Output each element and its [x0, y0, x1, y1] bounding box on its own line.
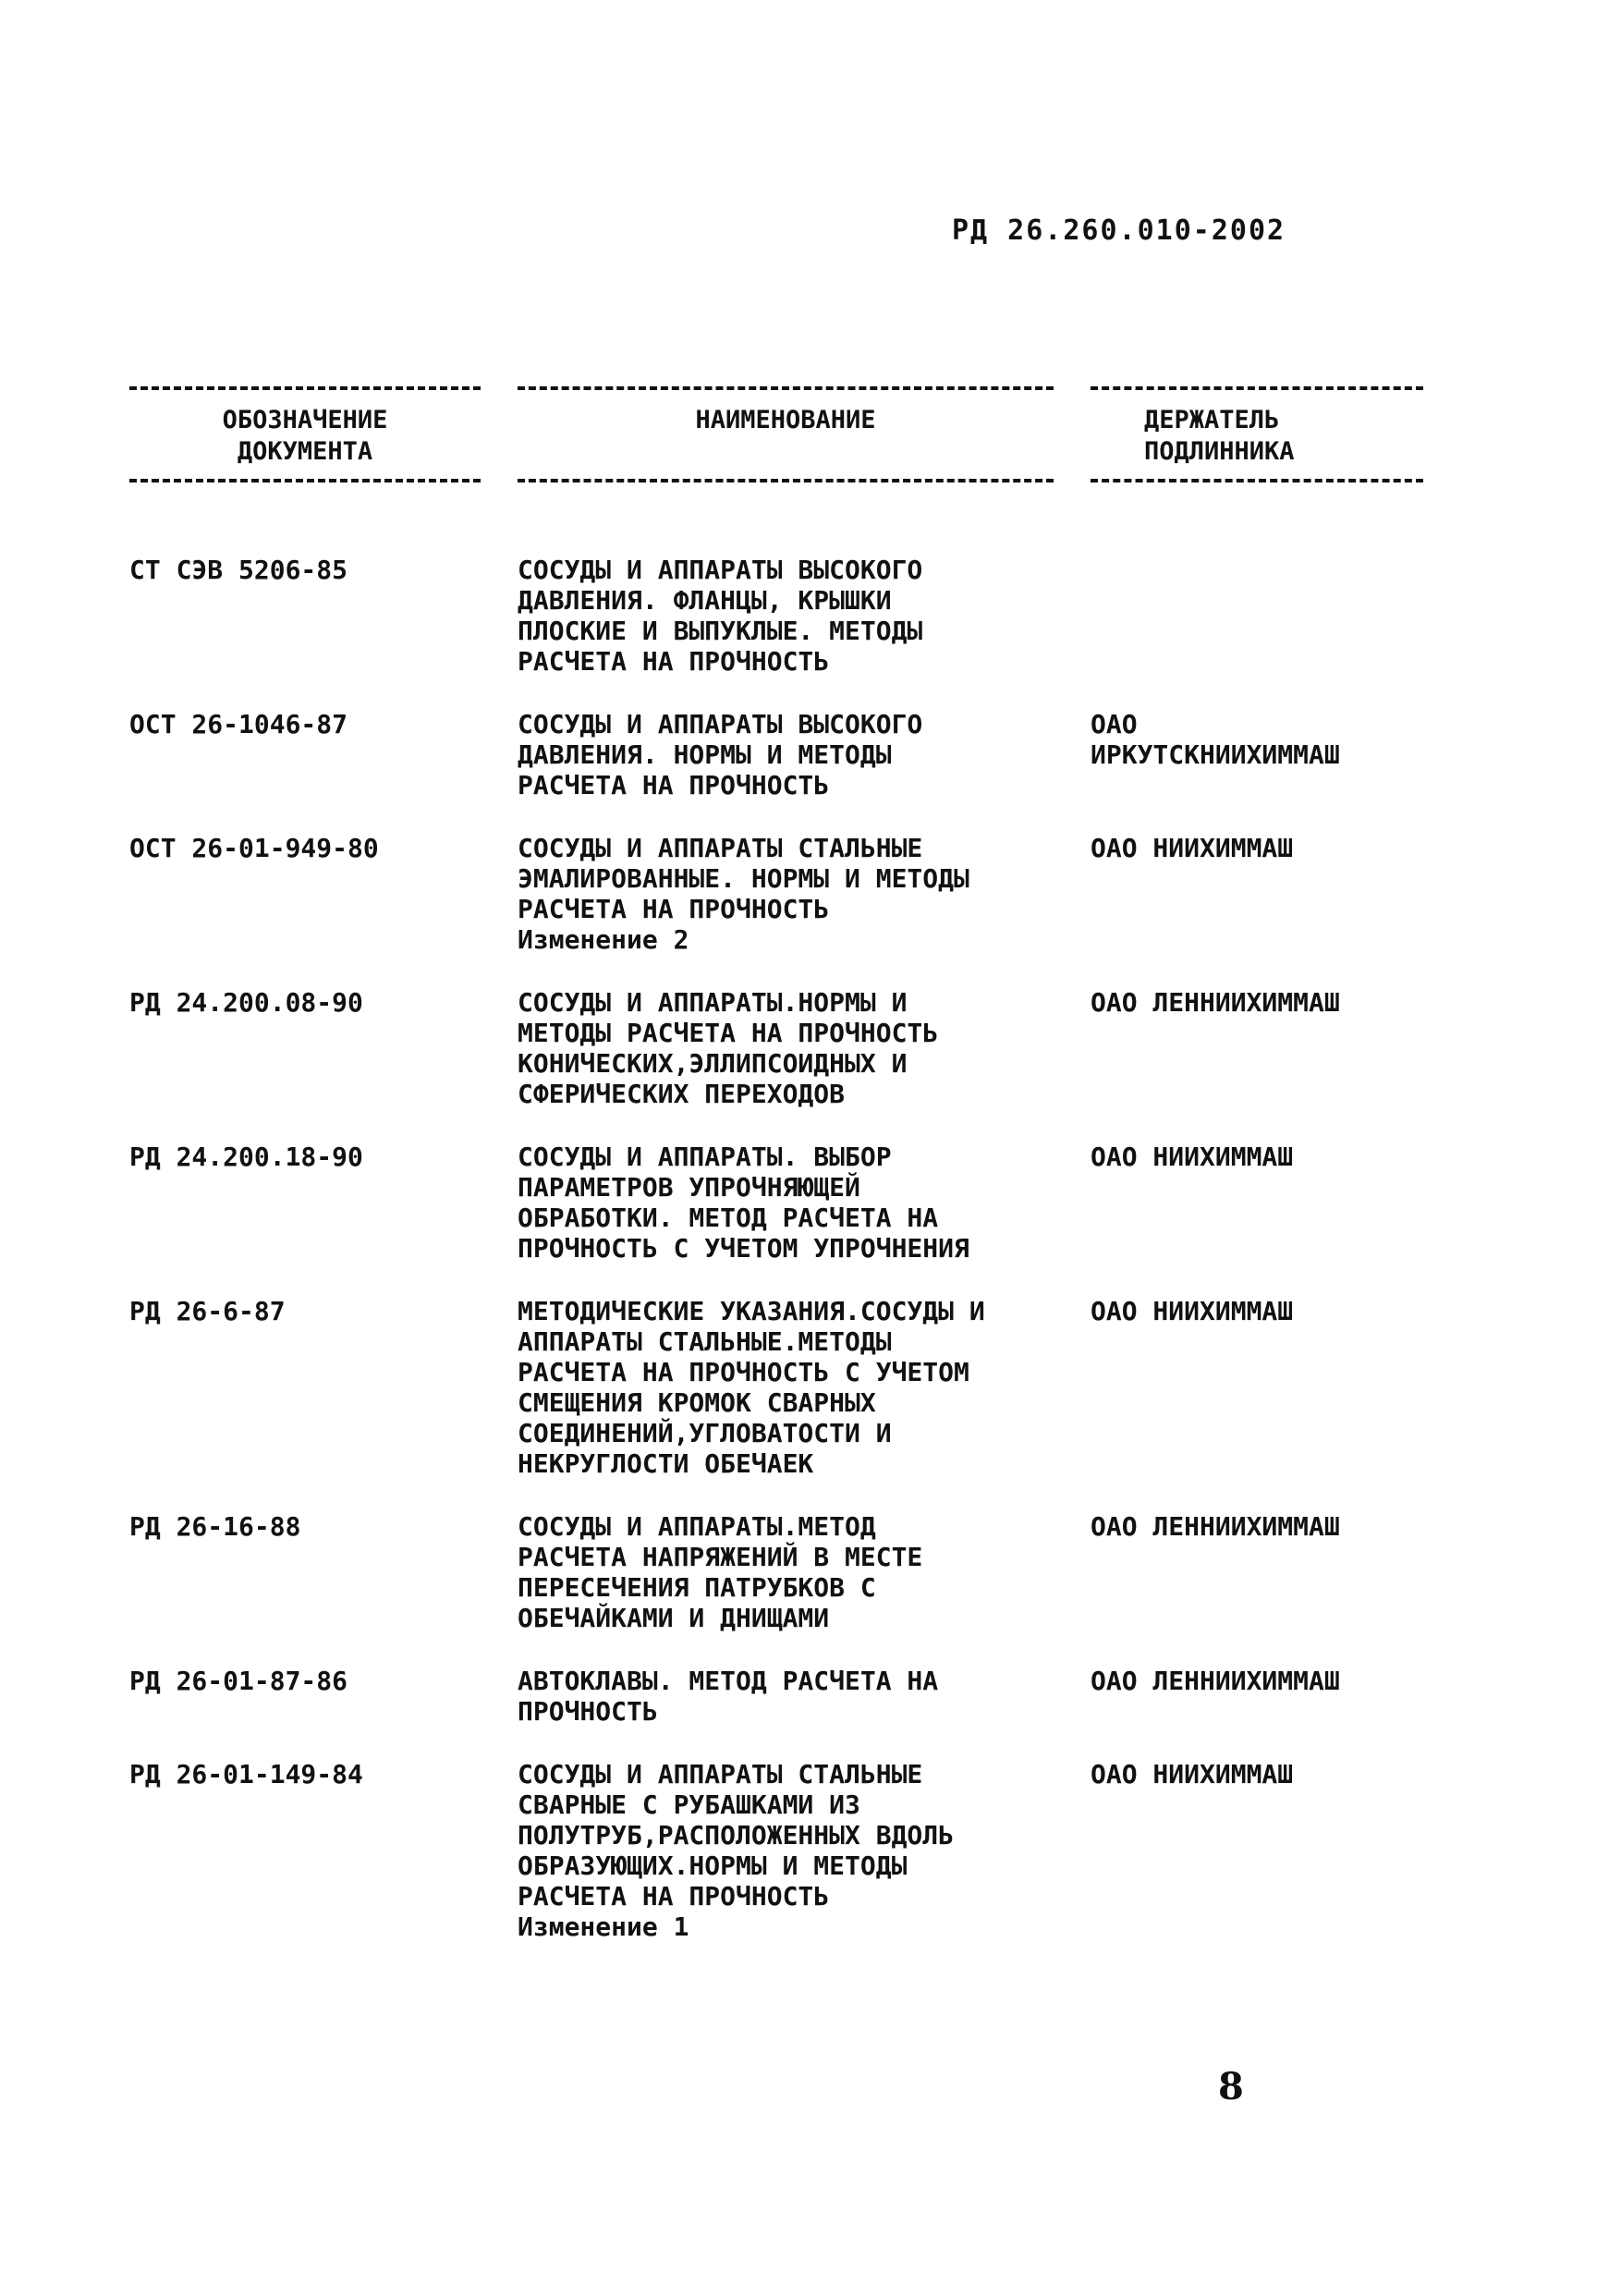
document-title-line: РАСЧЕТА НА ПРОЧНОСТЬ	[518, 1881, 830, 1911]
original-holder	[1091, 1666, 1442, 1696]
original-holder	[1091, 709, 1442, 770]
document-title-line: СОСУДЫ И АППАРАТЫ.НОРМЫ И	[518, 987, 908, 1018]
header-rule-top-holder	[1091, 386, 1423, 390]
document-designation: РД 24.200.18-90	[129, 1142, 363, 1172]
document-title-line: СОСУДЫ И АППАРАТЫ СТАЛЬНЫЕ	[518, 1759, 923, 1789]
document-title-line: ПЕРЕСЕЧЕНИЯ ПАТРУБКОВ С	[518, 1572, 876, 1603]
document-title-line: ПОЛУТРУБ,РАСПОЛОЖЕННЫХ ВДОЛЬ	[518, 1820, 955, 1850]
original-holder-line: ОАО НИИХИММАШ	[1091, 1142, 1294, 1172]
original-holder-line: ОАО	[1091, 709, 1138, 739]
document-title-line: ДАВЛЕНИЯ. ФЛАНЦЫ, КРЫШКИ	[518, 585, 892, 616]
document-title-line: СМЕЩЕНИЯ КРОМОК СВАРНЫХ	[518, 1387, 876, 1418]
document-designation: ОСТ 26-01-949-80	[129, 833, 379, 863]
document-title-line: РАСЧЕТА НА ПРОЧНОСТЬ	[518, 646, 830, 677]
original-holder	[1091, 1296, 1442, 1326]
original-holder-line: ОАО ЛЕННИИХИММАШ	[1091, 987, 1340, 1018]
document-title-line: МЕТОДЫ РАСЧЕТА НА ПРОЧНОСТЬ	[518, 1018, 939, 1048]
table-row	[129, 1666, 1442, 1727]
document-title-line: СОЕДИНЕНИЙ,УГЛОВАТОСТИ И	[518, 1418, 892, 1448]
column-header-name: НАИМЕНОВАНИЕ	[695, 406, 876, 434]
document-title	[518, 987, 1091, 1109]
header-rule-top-name	[518, 386, 1054, 390]
original-holder	[1091, 1511, 1442, 1542]
table-row	[129, 1759, 1442, 1942]
document-title-line: РАСЧЕТА НА ПРОЧНОСТЬ	[518, 770, 830, 800]
table-row	[129, 555, 1442, 677]
document-title-line: СОСУДЫ И АППАРАТЫ. ВЫБОР	[518, 1142, 892, 1172]
table-row	[129, 833, 1442, 955]
original-holder-line: ОАО НИИХИММАШ	[1091, 1296, 1294, 1326]
document-title	[518, 709, 1091, 800]
document-designation: ОСТ 26-1046-87	[129, 709, 348, 739]
document-title-line: НЕКРУГЛОСТИ ОБЕЧАЕК	[518, 1448, 814, 1479]
document-title-line: ОБРАЗУЮЩИХ.НОРМЫ И МЕТОДЫ	[518, 1850, 908, 1881]
document-title-line: РАСЧЕТА НА ПРОЧНОСТЬ	[518, 894, 830, 924]
original-holder-line: ОАО НИИХИММАШ	[1091, 1759, 1294, 1789]
document-title	[518, 1142, 1091, 1264]
document-title-line: СФЕРИЧЕСКИХ ПЕРЕХОДОВ	[518, 1079, 846, 1109]
document-title	[518, 1666, 1091, 1727]
document-title-line: СОСУДЫ И АППАРАТЫ.МЕТОД	[518, 1511, 876, 1542]
table-row	[129, 987, 1442, 1109]
document-title-line: МЕТОДИЧЕСКИЕ УКАЗАНИЯ.СОСУДЫ И	[518, 1296, 985, 1326]
header-rule-bottom-holder	[1091, 479, 1423, 482]
document-title-line: ПРОЧНОСТЬ С УЧЕТОМ УПРОЧНЕНИЯ	[518, 1233, 969, 1264]
document-title-line: СВАРНЫЕ С РУБАШКАМИ ИЗ	[518, 1789, 860, 1820]
table-row	[129, 709, 1442, 800]
original-holder	[1091, 987, 1442, 1018]
original-holder-line: ОАО ЛЕННИИХИММАШ	[1091, 1511, 1340, 1542]
document-designation: РД 26-6-87	[129, 1296, 286, 1326]
original-holder-line: ИРКУТСКНИИХИММАШ	[1091, 739, 1340, 770]
header-rule-top-designation	[129, 386, 481, 390]
document-designation: РД 26-16-88	[129, 1511, 301, 1542]
document-title-line: Изменение 1	[518, 1911, 689, 1942]
original-holder-line: ОАО ЛЕННИИХИММАШ	[1091, 1666, 1340, 1696]
original-holder	[1091, 1142, 1442, 1172]
document-designation: РД 24.200.08-90	[129, 987, 363, 1018]
header-rule-bottom-name	[518, 479, 1054, 482]
header-rule-bottom-designation	[129, 479, 481, 482]
document-title	[518, 1511, 1091, 1633]
original-holder-line: ОАО НИИХИММАШ	[1091, 833, 1294, 863]
document-designation: СТ СЭВ 5206-85	[129, 555, 348, 585]
document-title-line: ОБРАБОТКИ. МЕТОД РАСЧЕТА НА	[518, 1203, 939, 1233]
document-title-line: РАСЧЕТА НАПРЯЖЕНИЙ В МЕСТЕ	[518, 1542, 923, 1572]
document-title	[518, 833, 1091, 955]
document-title-line: ЭМАЛИРОВАННЫЕ. НОРМЫ И МЕТОДЫ	[518, 863, 969, 894]
page-number: 8	[1218, 2065, 1244, 2108]
document-title-line: РАСЧЕТА НА ПРОЧНОСТЬ С УЧЕТОМ	[518, 1357, 969, 1387]
column-header-designation: ОБОЗНАЧЕНИЕ ДОКУМЕНТА	[222, 406, 388, 466]
document-designation: РД 26-01-149-84	[129, 1759, 363, 1789]
document-title-line: КОНИЧЕСКИХ,ЭЛЛИПСОИДНЫХ И	[518, 1048, 908, 1079]
document-list	[129, 555, 1442, 1974]
document-title-line: АВТОКЛАВЫ. МЕТОД РАСЧЕТА НА	[518, 1666, 939, 1696]
document-title-line: Изменение 2	[518, 924, 689, 955]
document-title	[518, 1296, 1091, 1479]
document-title-line: ПЛОСКИЕ И ВЫПУКЛЫЕ. МЕТОДЫ	[518, 616, 923, 646]
document-code: РД 26.260.010-2002	[952, 214, 1286, 247]
original-holder	[1091, 833, 1442, 863]
table-row	[129, 1142, 1442, 1264]
document-title-line: СОСУДЫ И АППАРАТЫ ВЫСОКОГО	[518, 555, 923, 585]
document-designation: РД 26-01-87-86	[129, 1666, 348, 1696]
document-title	[518, 555, 1091, 677]
document-title-line: СОСУДЫ И АППАРАТЫ ВЫСОКОГО	[518, 709, 923, 739]
document-title-line: ПРОЧНОСТЬ	[518, 1696, 658, 1727]
document-title-line: ОБЕЧАЙКАМИ И ДНИЩАМИ	[518, 1603, 830, 1633]
column-header-holder: ДЕРЖАТЕЛЬ ПОДЛИННИКА	[1144, 406, 1295, 466]
table-row	[129, 1296, 1442, 1479]
document-title-line: СОСУДЫ И АППАРАТЫ СТАЛЬНЫЕ	[518, 833, 923, 863]
document-title-line: ДАВЛЕНИЯ. НОРМЫ И МЕТОДЫ	[518, 739, 892, 770]
document-title-line: ПАРАМЕТРОВ УПРОЧНЯЮЩЕЙ	[518, 1172, 860, 1203]
document-title	[518, 1759, 1091, 1942]
original-holder	[1091, 1759, 1442, 1789]
document-title-line: АППАРАТЫ СТАЛЬНЫЕ.МЕТОДЫ	[518, 1326, 892, 1357]
table-row	[129, 1511, 1442, 1633]
